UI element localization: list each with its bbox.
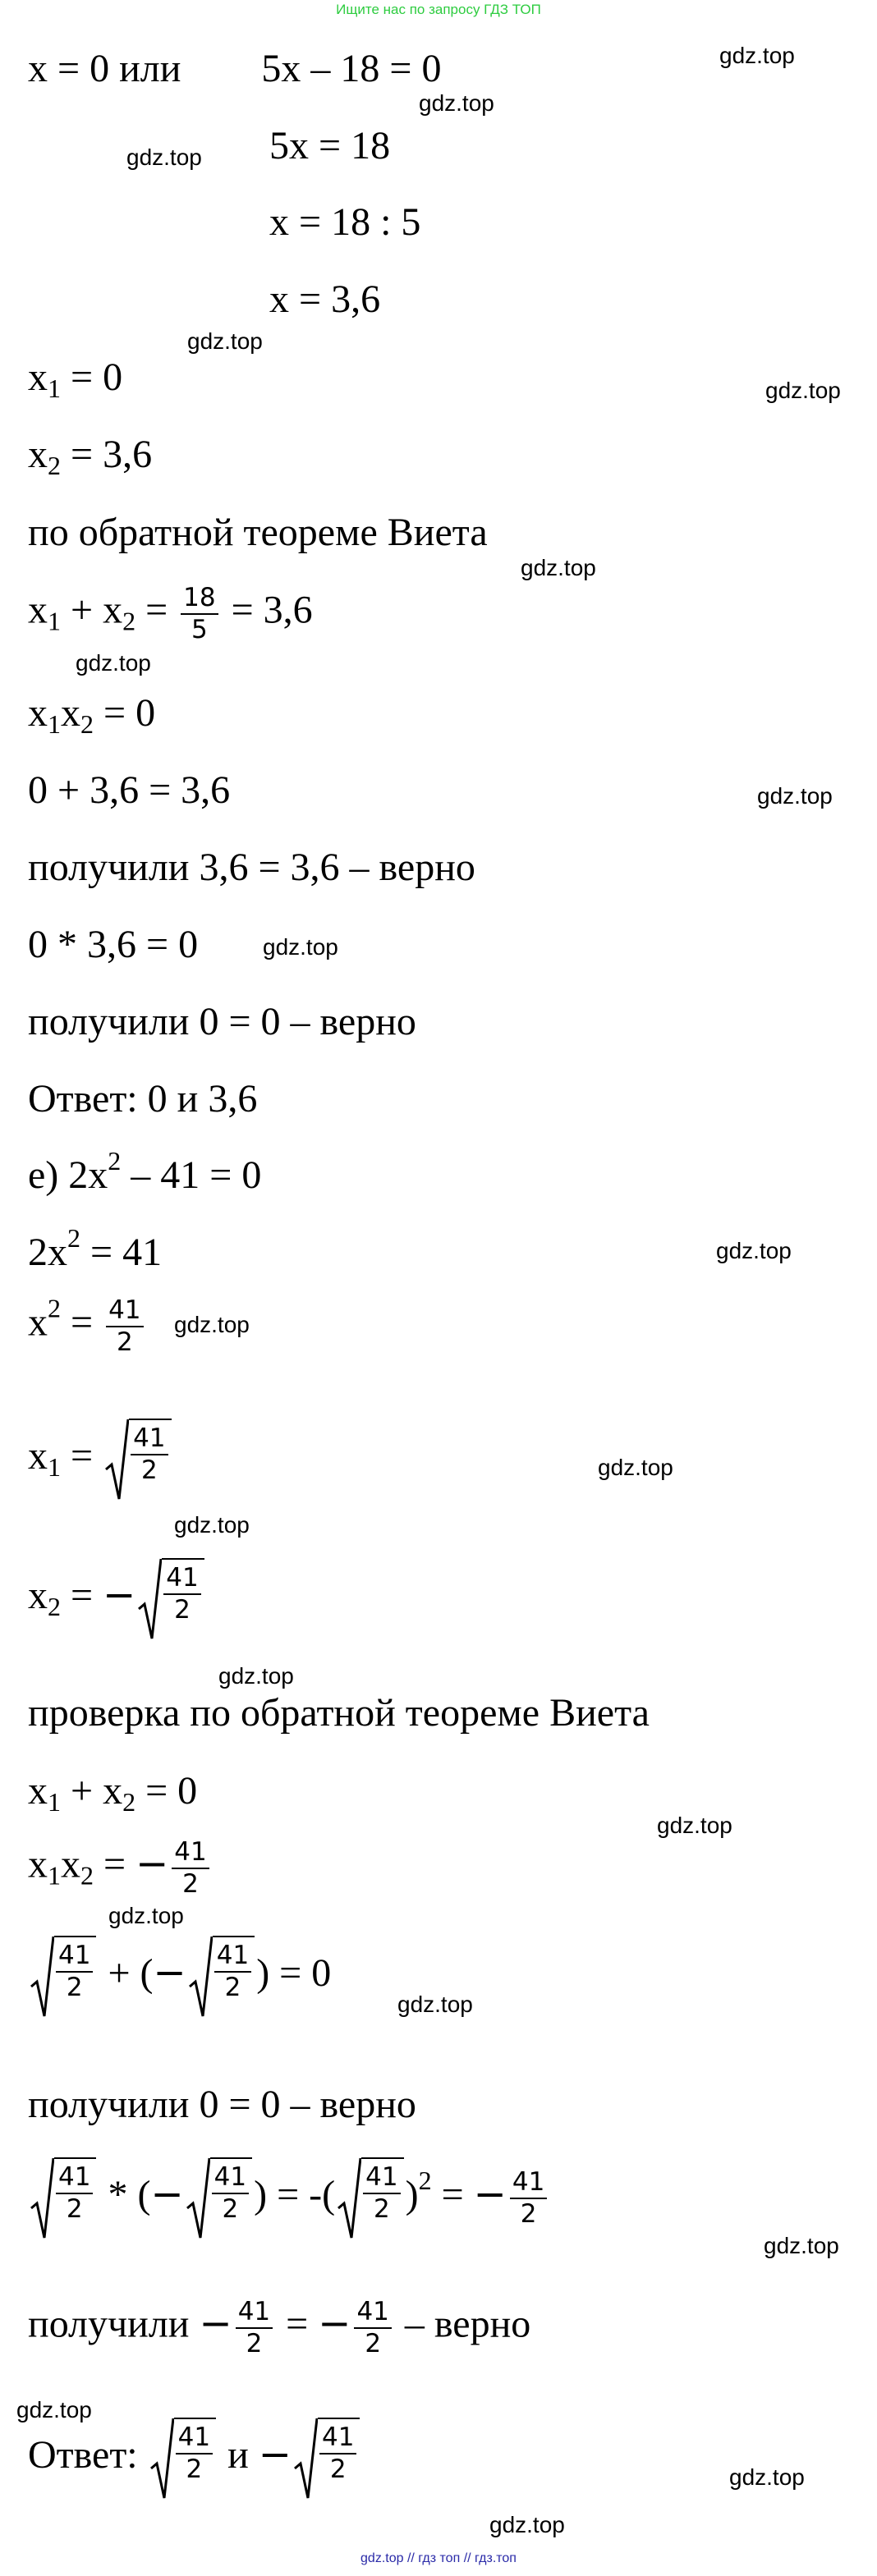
solve-case-1: x = 0 или [28, 47, 181, 90]
watermark: gdz.top [263, 934, 338, 960]
part-e-line-2: $2x^2 = 41$ [28, 1223, 163, 1274]
root-e-x2: $x_2$ = − $\frac{41}{2}$ [28, 1558, 206, 1640]
watermark: gdz.top [218, 1663, 294, 1689]
fraction-41-2: $\frac{41}{2}$ [106, 1297, 143, 1355]
promo-banner: Ищите нас по запросу ГДЗ ТОП [336, 2, 541, 17]
sqrt-41-over-2: $\frac{41}{2}$ [30, 1936, 96, 2018]
sqrt-41-over-2: $\frac{41}{2}$ [337, 2157, 403, 2239]
solve-line-3: x = 18 : 5 [269, 200, 421, 244]
vieta-heading: по обратной теореме Виета [28, 511, 488, 554]
watermark: gdz.top [419, 90, 494, 116]
root-x2: $x_2 = 3,6$ [28, 433, 153, 480]
solve-line-1 [28, 49, 441, 89]
root-x1: $x_1 = 0$ [28, 355, 123, 403]
watermark: gdz.top [757, 783, 833, 809]
verdict-product: получили 0 = 0 – верно [28, 1000, 416, 1043]
watermark: gdz.top [521, 555, 596, 580]
fraction-41-2: $\frac{41}{2}$ [354, 2299, 391, 2357]
watermark: gdz.top [765, 378, 841, 403]
solve-line-2: 5x = 18 [269, 124, 391, 167]
watermark: gdz.top [76, 650, 151, 676]
sqrt-41-over-2: $\frac{41}{2}$ [186, 2157, 252, 2239]
vieta-sum: $x_1 + x_2$ = $\frac{18}{5}$ = 3,6 [28, 583, 313, 644]
watermark: gdz.top [729, 2464, 805, 2490]
watermark: gdz.top [174, 1512, 250, 1538]
e-verdict-product: получили − $\frac{41}{2}$ = − $\frac{41}{2}$ – верно [28, 2297, 531, 2358]
e-vieta-sum: $x_1 + x_2 = 0$ [28, 1769, 198, 1817]
sqrt-41-over-2: $\frac{41}{2}$ [104, 1419, 171, 1501]
solve-case-2: 5x – 18 = 0 [261, 47, 442, 90]
e-vieta-product: $x_1x_2$ = − $\frac{41}{2}$ [28, 1839, 213, 1897]
x-squared-eq: $x^2$ = $\frac{41}{2}$ [28, 1297, 147, 1355]
watermark: gdz.top [719, 43, 795, 68]
watermark: gdz.top [716, 1238, 792, 1263]
watermark: gdz.top [764, 2233, 839, 2258]
watermark: gdz.top [489, 2512, 565, 2537]
watermark: gdz.top [187, 328, 263, 354]
sqrt-41-over-2: $\frac{41}{2}$ [137, 1558, 204, 1640]
watermark: gdz.top [598, 1455, 673, 1480]
e-verdict-sum: получили 0 = 0 – верно [28, 2083, 416, 2126]
part-e-title: е) $2x^2 - 41 = 0$ [28, 1146, 262, 1197]
fraction-41-2: $\frac{41}{2}$ [172, 1839, 209, 1897]
check-sum: 0 + 3,6 = 3,6 [28, 768, 231, 812]
sqrt-41-over-2: $\frac{41}{2}$ [293, 2418, 360, 2500]
watermark: gdz.top [657, 1813, 732, 1838]
solve-line-4: x = 3,6 [269, 277, 381, 321]
verdict-sum: получили 3,6 = 3,6 – верно [28, 846, 475, 889]
watermark: gdz.top [126, 144, 202, 170]
e-check-sum: $\frac{41}{2}$ + (− $\frac{41}{2}$ ) = 0 [28, 1936, 331, 2018]
root-e-x1: $x_1$ = $\frac{41}{2}$ [28, 1419, 173, 1501]
sqrt-41-over-2: $\frac{41}{2}$ [188, 1936, 255, 2018]
fraction-18-5: $\frac{18}{5}$ [181, 584, 218, 643]
fraction-41-2: $\frac{41}{2}$ [510, 2169, 547, 2227]
watermark: gdz.top [174, 1312, 250, 1337]
check-heading: проверка по обратной теореме Виета [28, 1691, 650, 1735]
answer-1: Ответ: 0 и 3,6 [28, 1077, 258, 1121]
check-product: 0 * 3,6 = 0 [28, 923, 199, 966]
sqrt-41-over-2: $\frac{41}{2}$ [149, 2418, 216, 2500]
footer-links: gdz.top // гдз топ // гдз.топ [360, 2551, 517, 2565]
fraction-41-2: $\frac{41}{2}$ [236, 2299, 273, 2357]
e-check-product: $\frac{41}{2}$ * (− $\frac{41}{2}$ ) = -( $\frac{41}{2}$ )$^2$ = − $\frac{41}{2}$ [28, 2157, 550, 2239]
sqrt-41-over-2: $\frac{41}{2}$ [30, 2157, 96, 2239]
watermark: gdz.top [16, 2397, 92, 2422]
watermark: gdz.top [397, 1992, 473, 2017]
watermark: gdz.top [108, 1903, 184, 1928]
answer-2: Ответ: $\frac{41}{2}$ и − $\frac{41}{2}$ [28, 2418, 361, 2500]
vieta-product: $x_1x_2 = 0$ [28, 691, 156, 739]
